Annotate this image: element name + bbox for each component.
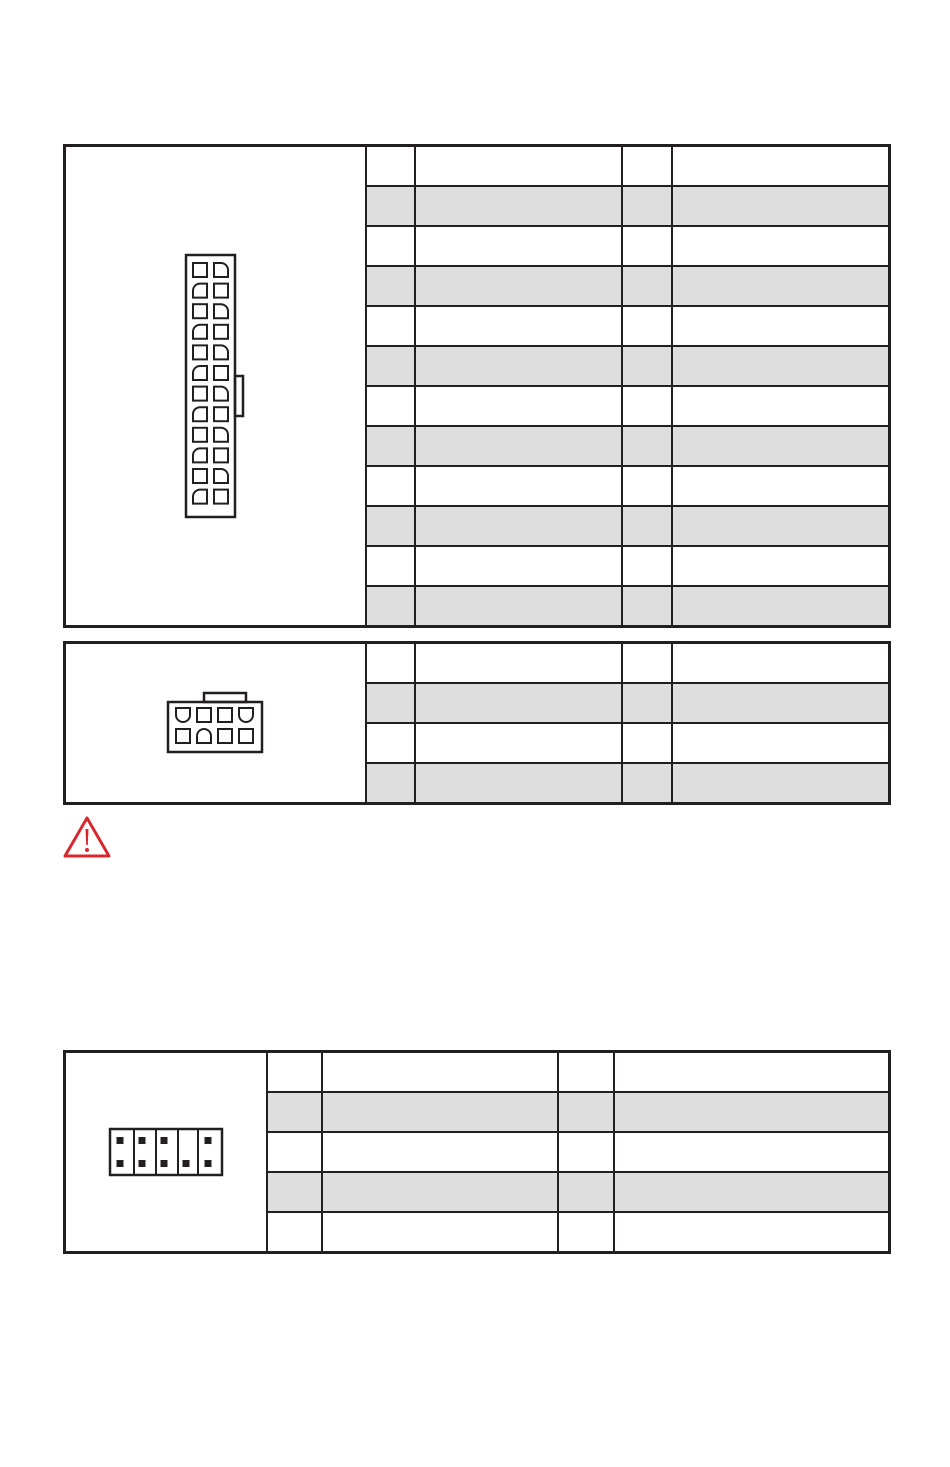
signal-name-cell xyxy=(415,763,622,804)
pin-number-cell xyxy=(622,763,672,804)
signal-name-cell xyxy=(614,1212,890,1253)
header-pin xyxy=(138,1137,145,1144)
connector-pin xyxy=(214,387,228,401)
pin-number-cell xyxy=(267,1132,322,1172)
connector-pin xyxy=(239,729,253,743)
pin-number-cell xyxy=(622,306,672,346)
pin-number-cell xyxy=(622,146,672,187)
pin-number-cell xyxy=(622,386,672,426)
connector-pin xyxy=(214,469,228,483)
pin-number-cell xyxy=(366,643,415,684)
signal-name-cell xyxy=(672,346,890,386)
signal-name-cell xyxy=(322,1092,558,1132)
connector-pin xyxy=(218,729,232,743)
pin-number-cell xyxy=(622,723,672,763)
connector-pin xyxy=(239,708,253,722)
cpu-8pin-pinout-table xyxy=(63,641,891,805)
connector-pin xyxy=(214,366,228,380)
warning-triangle-icon xyxy=(62,815,112,859)
connector-pin xyxy=(193,428,207,442)
pin-number-cell xyxy=(267,1092,322,1132)
header-pin xyxy=(138,1160,145,1167)
signal-name-cell xyxy=(672,586,890,627)
signal-name-cell xyxy=(614,1172,890,1212)
signal-name-cell xyxy=(672,466,890,506)
connector-pin xyxy=(176,708,190,722)
connector-pin xyxy=(193,304,207,318)
connector-diagram-cell xyxy=(65,643,366,804)
connector-pin xyxy=(193,490,207,504)
pin-number-cell xyxy=(366,723,415,763)
pin-number-cell xyxy=(622,683,672,723)
connector-pin xyxy=(214,263,228,277)
signal-name-cell xyxy=(672,723,890,763)
pin-number-cell xyxy=(622,643,672,684)
pin-number-cell xyxy=(558,1172,614,1212)
signal-name-cell xyxy=(672,643,890,684)
signal-name-cell xyxy=(415,346,622,386)
connector-pin xyxy=(214,325,228,339)
signal-name-cell xyxy=(415,546,622,586)
pin-number-cell xyxy=(622,186,672,226)
pin-number-cell xyxy=(622,546,672,586)
pin-number-cell xyxy=(558,1052,614,1093)
pin-number-cell xyxy=(366,386,415,426)
connector-pin xyxy=(214,407,228,421)
pin-number-cell xyxy=(366,426,415,466)
pin-row xyxy=(65,643,890,684)
pin-number-cell xyxy=(366,306,415,346)
pin-number-cell xyxy=(366,346,415,386)
header-pin xyxy=(116,1137,123,1144)
connector-diagram-cell xyxy=(65,146,366,627)
connector-pin xyxy=(193,263,207,277)
signal-name-cell xyxy=(415,266,622,306)
pin-number-cell xyxy=(366,506,415,546)
signal-name-cell xyxy=(322,1052,558,1093)
signal-name-cell xyxy=(415,386,622,426)
header-pin xyxy=(204,1137,211,1144)
header-9pin-connector-icon xyxy=(108,1127,224,1177)
pin-number-cell xyxy=(622,426,672,466)
pin-number-cell xyxy=(558,1212,614,1253)
connector-diagram-cell xyxy=(65,1052,267,1253)
signal-name-cell xyxy=(415,466,622,506)
signal-name-cell xyxy=(672,226,890,266)
pin-number-cell xyxy=(622,506,672,546)
connector-pin xyxy=(214,304,228,318)
pin-number-cell xyxy=(558,1092,614,1132)
signal-name-cell xyxy=(415,146,622,187)
pin-row xyxy=(65,1052,890,1093)
connector-pin xyxy=(193,407,207,421)
pin-number-cell xyxy=(622,466,672,506)
connector-pin xyxy=(197,708,211,722)
connector-pin xyxy=(193,448,207,462)
signal-name-cell xyxy=(672,763,890,804)
connector-pin xyxy=(214,448,228,462)
connector-pin xyxy=(214,284,228,298)
signal-name-cell xyxy=(672,426,890,466)
connector-pin xyxy=(193,325,207,339)
signal-name-cell xyxy=(415,643,622,684)
connector-pin xyxy=(193,345,207,359)
signal-name-cell xyxy=(614,1052,890,1093)
connector-pin xyxy=(214,428,228,442)
pin-number-cell xyxy=(366,586,415,627)
connector-pin xyxy=(193,366,207,380)
signal-name-cell xyxy=(672,683,890,723)
pin-number-cell xyxy=(366,763,415,804)
pin-number-cell xyxy=(622,346,672,386)
signal-name-cell xyxy=(415,683,622,723)
signal-name-cell xyxy=(614,1092,890,1132)
atx-24pin-connector-icon xyxy=(180,251,250,521)
pin-row xyxy=(65,146,890,187)
pin-number-cell xyxy=(622,266,672,306)
connector-pin xyxy=(193,469,207,483)
signal-name-cell xyxy=(614,1132,890,1172)
signal-name-cell xyxy=(672,546,890,586)
signal-name-cell xyxy=(672,306,890,346)
connector-pin xyxy=(214,345,228,359)
header-pin xyxy=(160,1160,167,1167)
signal-name-cell xyxy=(322,1132,558,1172)
signal-name-cell xyxy=(415,426,622,466)
signal-name-cell xyxy=(322,1172,558,1212)
connector-pin xyxy=(176,729,190,743)
pin-number-cell xyxy=(366,146,415,187)
signal-name-cell xyxy=(672,266,890,306)
header-pin xyxy=(182,1160,189,1167)
pin-number-cell xyxy=(267,1172,322,1212)
cpu-8pin-connector-icon xyxy=(165,691,265,755)
connector-pin xyxy=(197,729,211,743)
signal-name-cell xyxy=(322,1212,558,1253)
pin-number-cell xyxy=(366,683,415,723)
connector-pin xyxy=(214,490,228,504)
header-9pin-pinout-table xyxy=(63,1050,891,1254)
connector-pin xyxy=(193,387,207,401)
pin-number-cell xyxy=(622,586,672,627)
atx-24pin-pinout-table xyxy=(63,144,891,628)
signal-name-cell xyxy=(672,146,890,187)
pin-number-cell xyxy=(366,466,415,506)
header-pin xyxy=(116,1160,123,1167)
pin-number-cell xyxy=(366,226,415,266)
signal-name-cell xyxy=(415,506,622,546)
connector-pin xyxy=(193,284,207,298)
connector-pin xyxy=(218,708,232,722)
pin-number-cell xyxy=(622,226,672,266)
signal-name-cell xyxy=(672,386,890,426)
pin-number-cell xyxy=(366,546,415,586)
signal-name-cell xyxy=(415,723,622,763)
pin-number-cell xyxy=(366,186,415,226)
signal-name-cell xyxy=(415,226,622,266)
signal-name-cell xyxy=(415,586,622,627)
signal-name-cell xyxy=(672,186,890,226)
pin-number-cell xyxy=(366,266,415,306)
header-pin xyxy=(204,1160,211,1167)
signal-name-cell xyxy=(415,306,622,346)
pin-number-cell xyxy=(558,1132,614,1172)
signal-name-cell xyxy=(672,506,890,546)
pin-number-cell xyxy=(267,1052,322,1093)
pin-number-cell xyxy=(267,1212,322,1253)
header-pin xyxy=(160,1137,167,1144)
signal-name-cell xyxy=(415,186,622,226)
